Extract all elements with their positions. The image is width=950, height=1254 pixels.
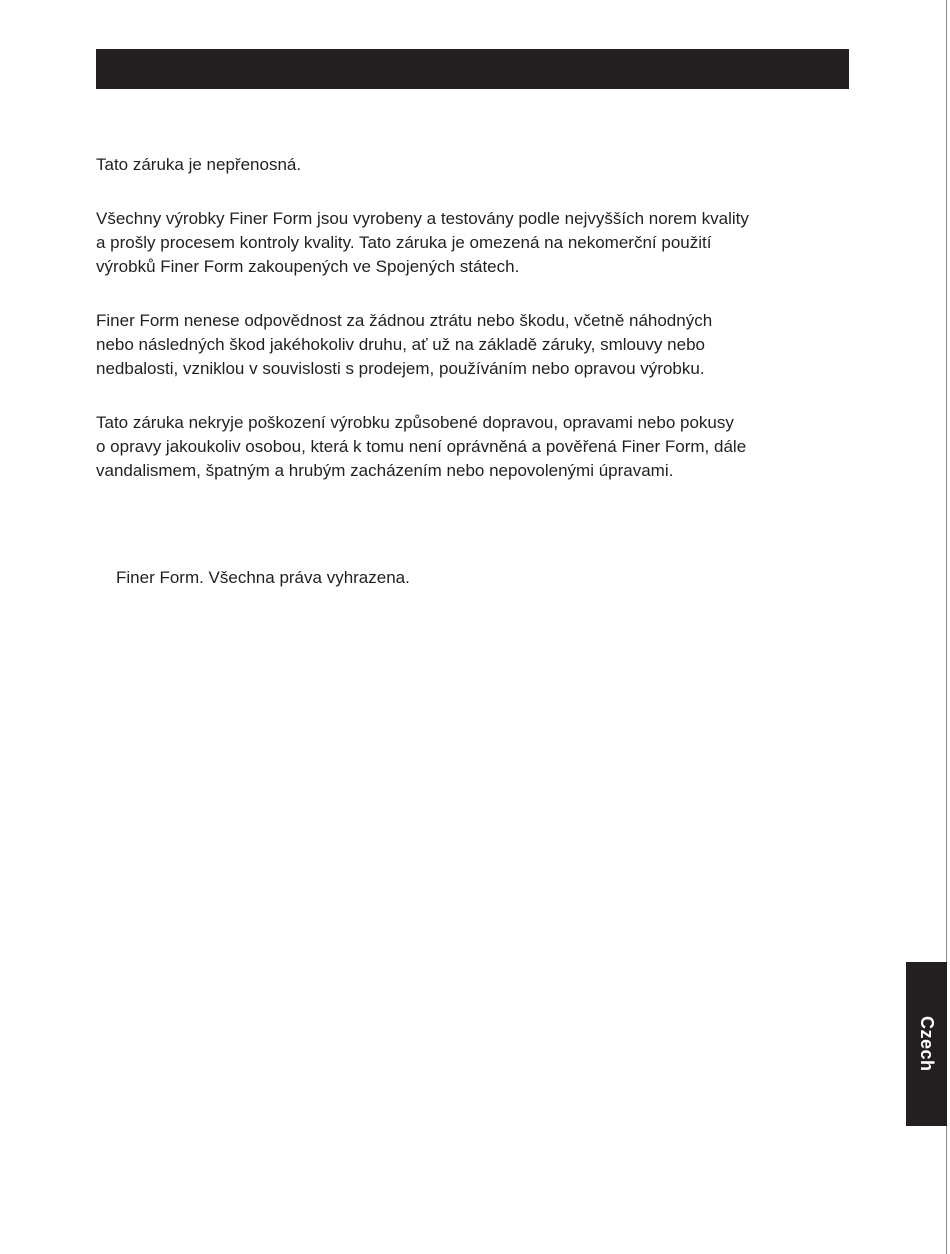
text-line: Tato záruka nekryje poškození výrobku způsobené dopravou, opravami nebo pokusy xyxy=(96,413,734,432)
paragraph-exclusions xyxy=(96,411,746,483)
text-line: vandalismem, špatným a hrubým zacházením nebo nepovolenými úpravami. xyxy=(96,461,674,480)
paragraph-liability xyxy=(96,309,712,381)
text-line: Všechny výrobky Finer Form jsou vyrobeny a testovány podle nejvyšších norem kvality xyxy=(96,209,749,228)
copyright-line xyxy=(116,566,410,590)
text-line: Finer Form nenese odpovědnost za žádnou ztrátu nebo škodu, včetně náhodných xyxy=(96,311,713,330)
text-line: nebo následných škod jakéhokoliv druhu, ať už na základě záruky, smlouvy nebo xyxy=(96,335,705,354)
text-line: o opravy jakoukoliv osobou, která k tomu není oprávněná a pověřená Finer Form, dále xyxy=(96,437,747,456)
paragraph-quality xyxy=(96,207,749,279)
language-tab xyxy=(906,962,947,1126)
header-bar xyxy=(96,49,849,89)
text-line: Tato záruka je nepřenosná. xyxy=(96,155,302,174)
text-line: výrobků Finer Form zakoupených ve Spojených státech. xyxy=(96,257,520,276)
text-line: Finer Form. Všechna práva vyhrazena. xyxy=(116,568,410,587)
text-line: nedbalosti, vzniklou v souvislosti s prodejem, používáním nebo opravou výrobku. xyxy=(96,359,705,378)
text-line: a prošly procesem kontroly kvality. Tato záruka je omezená na nekomerční použití xyxy=(96,233,712,252)
language-tab-label: Czech xyxy=(917,1016,937,1072)
paragraph-non-transferable xyxy=(96,153,301,177)
